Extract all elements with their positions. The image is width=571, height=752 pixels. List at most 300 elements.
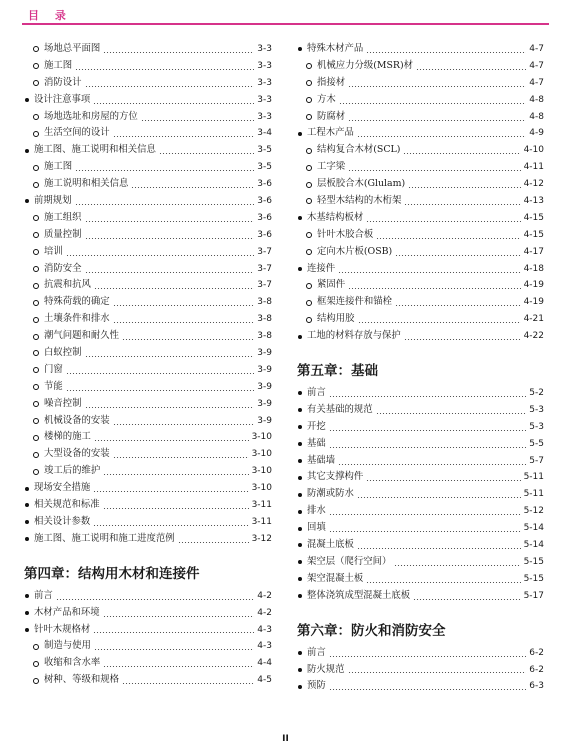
bullet-icon (298, 391, 302, 395)
bullet-icon (298, 425, 302, 429)
toc-entry-title: 大型设备的安装 (44, 448, 110, 460)
dot-leader (408, 187, 520, 188)
dot-leader (103, 52, 254, 53)
toc-entry-page: 5-17 (523, 590, 544, 601)
toc-entry-title: 基础墙 (307, 454, 336, 466)
toc-entry[interactable] (297, 588, 544, 605)
dot-leader (103, 616, 255, 617)
toc-entry-page: 3-10 (251, 483, 272, 494)
toc-entry[interactable] (24, 345, 272, 362)
toc-entry-page: 3-9 (257, 398, 272, 409)
dot-leader (358, 322, 521, 323)
toc-entry-title: 施工图 (44, 161, 73, 173)
bullet-icon (298, 442, 302, 446)
toc-entry[interactable] (24, 58, 272, 75)
toc-entry[interactable] (297, 294, 544, 311)
toc-entry[interactable] (24, 605, 272, 622)
dot-leader (103, 508, 249, 509)
dot-leader (329, 396, 527, 397)
dot-leader (85, 272, 255, 273)
hollow-bullet-icon (306, 249, 312, 255)
toc-entry-title: 设计注意事项 (34, 93, 91, 105)
toc-entry-title: 回填 (307, 522, 326, 534)
toc-entry-title: 框架连接件和锚栓 (317, 296, 393, 308)
toc-entry[interactable] (297, 109, 544, 126)
bullet-icon (25, 98, 29, 102)
bullet-icon (298, 685, 302, 689)
toc-entry-page: 3-7 (257, 263, 272, 274)
toc-entry[interactable] (297, 244, 544, 261)
page-number: II (282, 734, 289, 744)
chapter-heading: 第四章：结构用木材和连接件 (24, 565, 200, 582)
dot-leader (75, 69, 254, 70)
toc-entry-page: 3-8 (257, 314, 272, 325)
dot-leader (338, 464, 526, 465)
toc-entry-page: 4-8 (529, 111, 544, 122)
bullet-icon (298, 459, 302, 463)
toc-entry-page: 3-3 (257, 60, 272, 71)
dot-leader (395, 255, 520, 256)
hollow-bullet-icon (33, 452, 39, 458)
toc-entry-title: 针叶木规格材 (34, 623, 91, 635)
toc-entry[interactable] (297, 125, 544, 142)
hollow-bullet-icon (306, 80, 312, 86)
toc-entry[interactable] (297, 328, 544, 345)
toc-entry[interactable] (24, 638, 272, 655)
dot-leader (113, 322, 255, 323)
toc-entry-page: 5-11 (523, 489, 544, 500)
toc-entry[interactable] (24, 41, 272, 58)
dot-leader (416, 69, 526, 70)
toc-entry[interactable] (297, 277, 544, 294)
dot-leader (113, 136, 255, 137)
hollow-bullet-icon (33, 232, 39, 238)
dot-leader (131, 187, 254, 188)
toc-entry[interactable] (24, 396, 272, 413)
bullet-icon (298, 594, 302, 598)
toc-entry[interactable] (24, 429, 272, 446)
toc-entry[interactable] (24, 311, 272, 328)
dot-leader (122, 339, 254, 340)
toc-entry[interactable] (24, 362, 272, 379)
toc-entry[interactable] (297, 176, 544, 193)
hollow-bullet-icon (33, 350, 39, 356)
toc-entry-page: 5-3 (529, 404, 544, 415)
hollow-bullet-icon (33, 435, 39, 441)
toc-entry-page: 4-7 (529, 44, 544, 54)
toc-entry-page: 4-3 (257, 624, 272, 635)
toc-entry-page: 6-2 (529, 647, 544, 658)
toc-entry-title: 节能 (44, 380, 63, 392)
toc-entry-page: 3-6 (257, 196, 272, 207)
dot-leader (376, 413, 527, 414)
toc-entry-page: 6-3 (529, 681, 544, 692)
toc-entry[interactable] (297, 210, 544, 227)
toc-entry[interactable] (24, 294, 272, 311)
toc-entry-page: 4-7 (529, 60, 544, 71)
dot-leader (103, 474, 248, 475)
toc-entry-title: 施工图、施工说明和相关信息 (34, 144, 156, 156)
bullet-icon (298, 493, 302, 497)
toc-entry[interactable] (24, 193, 272, 210)
toc-entry-title: 前言 (34, 589, 53, 601)
toc-entry[interactable] (24, 328, 272, 345)
toc-entry-title: 指接材 (317, 76, 346, 88)
toc-entry-title: 施工图、施工说明和施工进度范例 (34, 532, 175, 544)
toc-entry[interactable] (297, 75, 544, 92)
toc-entry-title: 架空层（爬行空间） (307, 555, 392, 567)
hollow-bullet-icon (33, 46, 39, 52)
bullet-icon (298, 335, 302, 339)
bullet-icon (25, 520, 29, 524)
bullet-icon (298, 668, 302, 672)
toc-entry[interactable] (24, 244, 272, 261)
toc-entry-page: 4-18 (523, 263, 544, 274)
toc-entry-title: 施工组织 (44, 211, 82, 223)
toc-entry[interactable] (297, 58, 544, 75)
dot-leader (56, 599, 255, 600)
toc-entry-page: 4-7 (529, 77, 544, 88)
dot-leader (329, 656, 527, 657)
toc-entry-title: 特殊荷载的确定 (44, 296, 110, 308)
hollow-bullet-icon (306, 165, 312, 171)
hollow-bullet-icon (306, 317, 312, 323)
dot-leader (122, 683, 254, 684)
toc-entry-page: 5-2 (529, 388, 544, 399)
bullet-icon (298, 267, 302, 271)
toc-entry-title: 生活空间的设计 (44, 127, 110, 139)
bullet-icon (298, 132, 302, 136)
toc-entry-page: 5-14 (523, 540, 544, 551)
bullet-icon (25, 628, 29, 632)
toc-entry-title: 质量控制 (44, 228, 82, 240)
toc-entry[interactable] (24, 480, 272, 497)
bullet-icon (298, 47, 302, 51)
toc-entry-page: 3-8 (257, 331, 272, 342)
hollow-bullet-icon (33, 114, 39, 120)
toc-entry[interactable] (24, 463, 272, 480)
toc-entry[interactable] (297, 41, 544, 58)
dot-leader (93, 103, 254, 104)
hollow-bullet-icon (33, 469, 39, 475)
hollow-bullet-icon (33, 418, 39, 424)
bullet-icon (298, 560, 302, 564)
dot-leader (93, 525, 248, 526)
toc-entry-title: 预防 (307, 680, 326, 692)
hollow-bullet-icon (33, 317, 39, 323)
hollow-bullet-icon (33, 165, 39, 171)
bullet-icon (298, 527, 302, 531)
hollow-bullet-icon (33, 334, 39, 340)
dot-leader (357, 136, 526, 137)
hollow-bullet-icon (306, 97, 312, 103)
dot-leader (403, 153, 520, 154)
bullet-icon (25, 537, 29, 541)
toc-entry-page: 5-7 (529, 455, 544, 466)
toc-entry-page: 3-7 (257, 280, 272, 291)
toc-entry-title: 定向木片板(OSB) (317, 245, 393, 257)
toc-entry-page: 3-10 (251, 449, 272, 460)
dot-leader (329, 430, 527, 431)
hollow-bullet-icon (306, 283, 312, 289)
toc-entry-title: 场地总平面图 (44, 43, 101, 54)
toc-entry-title: 土壤条件和排水 (44, 313, 110, 325)
toc-entry-page: 5-3 (529, 421, 544, 432)
toc-entry-title: 结构复合木材(SCL) (317, 144, 401, 156)
dot-leader (66, 390, 255, 391)
toc-entry-page: 4-8 (529, 94, 544, 105)
toc-entry-title: 层板胶合木(Glulam) (317, 178, 406, 190)
dot-leader (329, 514, 521, 515)
toc-entry[interactable] (297, 419, 544, 436)
dot-leader (348, 288, 520, 289)
dot-leader (66, 373, 255, 374)
toc-entry[interactable] (297, 142, 544, 159)
toc-entry-page: 4-11 (523, 162, 544, 173)
toc-entry-title: 施工说明和相关信息 (44, 178, 129, 190)
hollow-bullet-icon (33, 215, 39, 221)
toc-entry-page: 3-3 (257, 94, 272, 105)
toc-entry-page: 4-4 (257, 658, 272, 669)
toc-entry[interactable] (24, 92, 272, 109)
toc-entry-page: 5-5 (529, 438, 544, 449)
toc-entry-page: 3-4 (257, 128, 272, 139)
toc-entry[interactable] (24, 446, 272, 463)
dot-leader (85, 407, 255, 408)
toc-entry-title: 树种、等级和规格 (44, 674, 120, 686)
hollow-bullet-icon (306, 114, 312, 120)
hollow-bullet-icon (33, 644, 39, 650)
toc-entry-title: 培训 (44, 245, 63, 257)
toc-entry[interactable] (24, 497, 272, 514)
toc-entry[interactable] (297, 503, 544, 520)
toc-entry-page: 4-19 (523, 297, 544, 308)
toc-entry-title: 相关规范和标准 (34, 499, 100, 511)
dot-leader (366, 221, 520, 222)
dot-leader (94, 288, 254, 289)
toc-entry[interactable] (297, 385, 544, 402)
toc-entry-page: 4-3 (257, 641, 272, 652)
hollow-bullet-icon (33, 283, 39, 289)
toc-entry-page: 3-8 (257, 297, 272, 308)
toc-entry-title: 木材产品和环境 (34, 606, 100, 618)
toc-entry[interactable] (24, 75, 272, 92)
toc-entry-title: 收缩和含水率 (44, 657, 101, 669)
toc-entry-title: 结构用胶 (317, 313, 355, 325)
hollow-bullet-icon (33, 367, 39, 373)
hollow-bullet-icon (306, 198, 312, 204)
toc-entry-page: 3-9 (257, 381, 272, 392)
toc-entry[interactable] (297, 678, 544, 695)
toc-entry-page: 3-11 (251, 516, 272, 527)
toc-entry-title: 消防设计 (44, 76, 82, 88)
toc-entry[interactable] (297, 645, 544, 662)
toc-entry-page: 3-9 (257, 364, 272, 375)
toc-entry-title: 前言 (307, 387, 326, 399)
toc-entry-title: 抗震和抗风 (44, 279, 91, 291)
toc-entry[interactable] (297, 453, 544, 470)
toc-entry-title: 开挖 (307, 420, 326, 432)
toc-entry-page: 4-9 (529, 128, 544, 139)
hollow-bullet-icon (306, 300, 312, 306)
bullet-icon (25, 611, 29, 615)
dot-leader (94, 440, 249, 441)
dot-leader (93, 632, 254, 633)
toc-entry[interactable] (297, 662, 544, 679)
toc-entry-page: 4-21 (523, 314, 544, 325)
dot-leader (141, 120, 255, 121)
dot-leader (94, 649, 254, 650)
toc-entry-title: 噪音控制 (44, 397, 82, 409)
toc-entry[interactable] (24, 109, 272, 126)
toc-entry-page: 3-7 (257, 246, 272, 257)
toc-entry-page: 4-17 (523, 246, 544, 257)
toc-entry[interactable] (297, 571, 544, 588)
toc-entry[interactable] (297, 193, 544, 210)
toc-entry-title: 潮气问题和耐久性 (44, 330, 120, 342)
toc-entry-page: 4-15 (523, 229, 544, 240)
toc-entry-title: 工地的材料存放与保护 (307, 330, 401, 342)
dot-leader (357, 548, 521, 549)
dot-leader (93, 491, 248, 492)
toc-entry-title: 白蚁控制 (44, 347, 82, 359)
toc-entry-title: 连接件 (307, 262, 336, 274)
dot-leader (404, 204, 520, 205)
dot-leader (85, 86, 255, 87)
chapter-heading: 第六章：防火和消防安全 (297, 622, 446, 639)
toc-entry-page: 6-2 (529, 664, 544, 675)
toc-entry[interactable] (24, 379, 272, 396)
toc-entry-page: 4-2 (257, 590, 272, 601)
toc-entry[interactable] (24, 159, 272, 176)
dot-leader (348, 120, 526, 121)
page-header (22, 6, 549, 26)
toc-entry[interactable] (297, 227, 544, 244)
toc-entry-page: 3-9 (257, 348, 272, 359)
toc-entry[interactable] (297, 92, 544, 109)
dot-leader (329, 447, 527, 448)
toc-entry[interactable] (297, 261, 544, 278)
toc-entry-title: 施工图 (44, 59, 73, 71)
hollow-bullet-icon (306, 148, 312, 154)
toc-entry-title: 其它支撑构件 (307, 471, 364, 483)
hollow-bullet-icon (33, 131, 39, 137)
toc-entry[interactable] (24, 210, 272, 227)
dot-leader (85, 221, 255, 222)
toc-entry-page: 5-11 (523, 472, 544, 483)
dot-leader (75, 204, 255, 205)
dot-leader (366, 582, 520, 583)
toc-entry[interactable] (24, 413, 272, 430)
toc-entry-title: 防腐材 (317, 110, 346, 122)
toc-entry[interactable] (297, 469, 544, 486)
hollow-bullet-icon (306, 63, 312, 69)
toc-entry-title: 防潮或防水 (307, 488, 354, 500)
toc-entry-page: 4-5 (257, 675, 272, 686)
dot-leader (394, 565, 520, 566)
toc-entry-title: 紧固件 (317, 279, 346, 291)
toc-entry-title: 楼梯的施工 (44, 431, 91, 443)
hollow-bullet-icon (33, 661, 39, 667)
toc-entry[interactable] (24, 261, 272, 278)
bullet-icon (298, 577, 302, 581)
toc-entry[interactable] (297, 554, 544, 571)
dot-leader (113, 424, 255, 425)
dot-leader (357, 497, 521, 498)
dot-leader (113, 457, 249, 458)
bullet-icon (298, 476, 302, 480)
bullet-icon (298, 543, 302, 547)
bullet-icon (25, 199, 29, 203)
dot-leader (178, 542, 249, 543)
toc-entry[interactable] (297, 311, 544, 328)
hollow-bullet-icon (33, 182, 39, 188)
dot-leader (329, 689, 527, 690)
dot-leader (366, 52, 526, 53)
dot-leader (113, 305, 255, 306)
dot-leader (348, 170, 520, 171)
toc-entry[interactable] (24, 176, 272, 193)
toc-entry[interactable] (24, 588, 272, 605)
toc-entry[interactable] (24, 531, 272, 548)
toc-entry[interactable] (24, 622, 272, 639)
toc-entry[interactable] (24, 672, 272, 689)
toc-left-column (24, 41, 272, 689)
toc-entry-title: 竣工后的维护 (44, 465, 101, 477)
toc-entry-page: 4-2 (257, 607, 272, 618)
toc-entry-title: 轻型木结构的木桁架 (317, 195, 402, 207)
hollow-bullet-icon (33, 80, 39, 86)
toc-entry[interactable] (24, 277, 272, 294)
dot-leader (366, 480, 520, 481)
toc-entry-page: 5-15 (523, 573, 544, 584)
toc-entry-page: 3-3 (257, 44, 272, 54)
dot-leader (348, 672, 527, 673)
toc-entry[interactable] (24, 514, 272, 531)
toc-entry[interactable] (297, 486, 544, 503)
toc-entry-page: 4-19 (523, 280, 544, 291)
toc-entry[interactable] (297, 436, 544, 453)
hollow-bullet-icon (33, 300, 39, 306)
toc-entry-page: 3-6 (257, 179, 272, 190)
toc-entry-title: 现场安全措施 (34, 482, 91, 494)
toc-entry-title: 混凝土底板 (307, 539, 354, 551)
toc-entry-page: 5-15 (523, 556, 544, 567)
dot-leader (75, 170, 254, 171)
toc-entry[interactable] (297, 402, 544, 419)
toc-entry-page: 3-6 (257, 212, 272, 223)
toc-entry-title: 工字梁 (317, 161, 346, 173)
toc-entry[interactable] (297, 159, 544, 176)
toc-entry[interactable] (24, 227, 272, 244)
toc-entry[interactable] (24, 125, 272, 142)
header-rule (22, 23, 549, 25)
hollow-bullet-icon (33, 678, 39, 684)
toc-entry[interactable] (297, 520, 544, 537)
toc-entry-title: 架空混凝土板 (307, 572, 364, 584)
bullet-icon (25, 594, 29, 598)
bullet-icon (298, 408, 302, 412)
toc-entry-title: 前言 (307, 646, 326, 658)
toc-entry-title: 机械应力分级(MSR)材 (317, 59, 414, 71)
toc-entry[interactable] (297, 537, 544, 554)
toc-entry-page: 3-9 (257, 415, 272, 426)
toc-entry-title: 针叶木胶合板 (317, 228, 374, 240)
hollow-bullet-icon (33, 266, 39, 272)
toc-entry[interactable] (24, 142, 272, 159)
toc-entry[interactable] (24, 655, 272, 672)
hollow-bullet-icon (33, 249, 39, 255)
